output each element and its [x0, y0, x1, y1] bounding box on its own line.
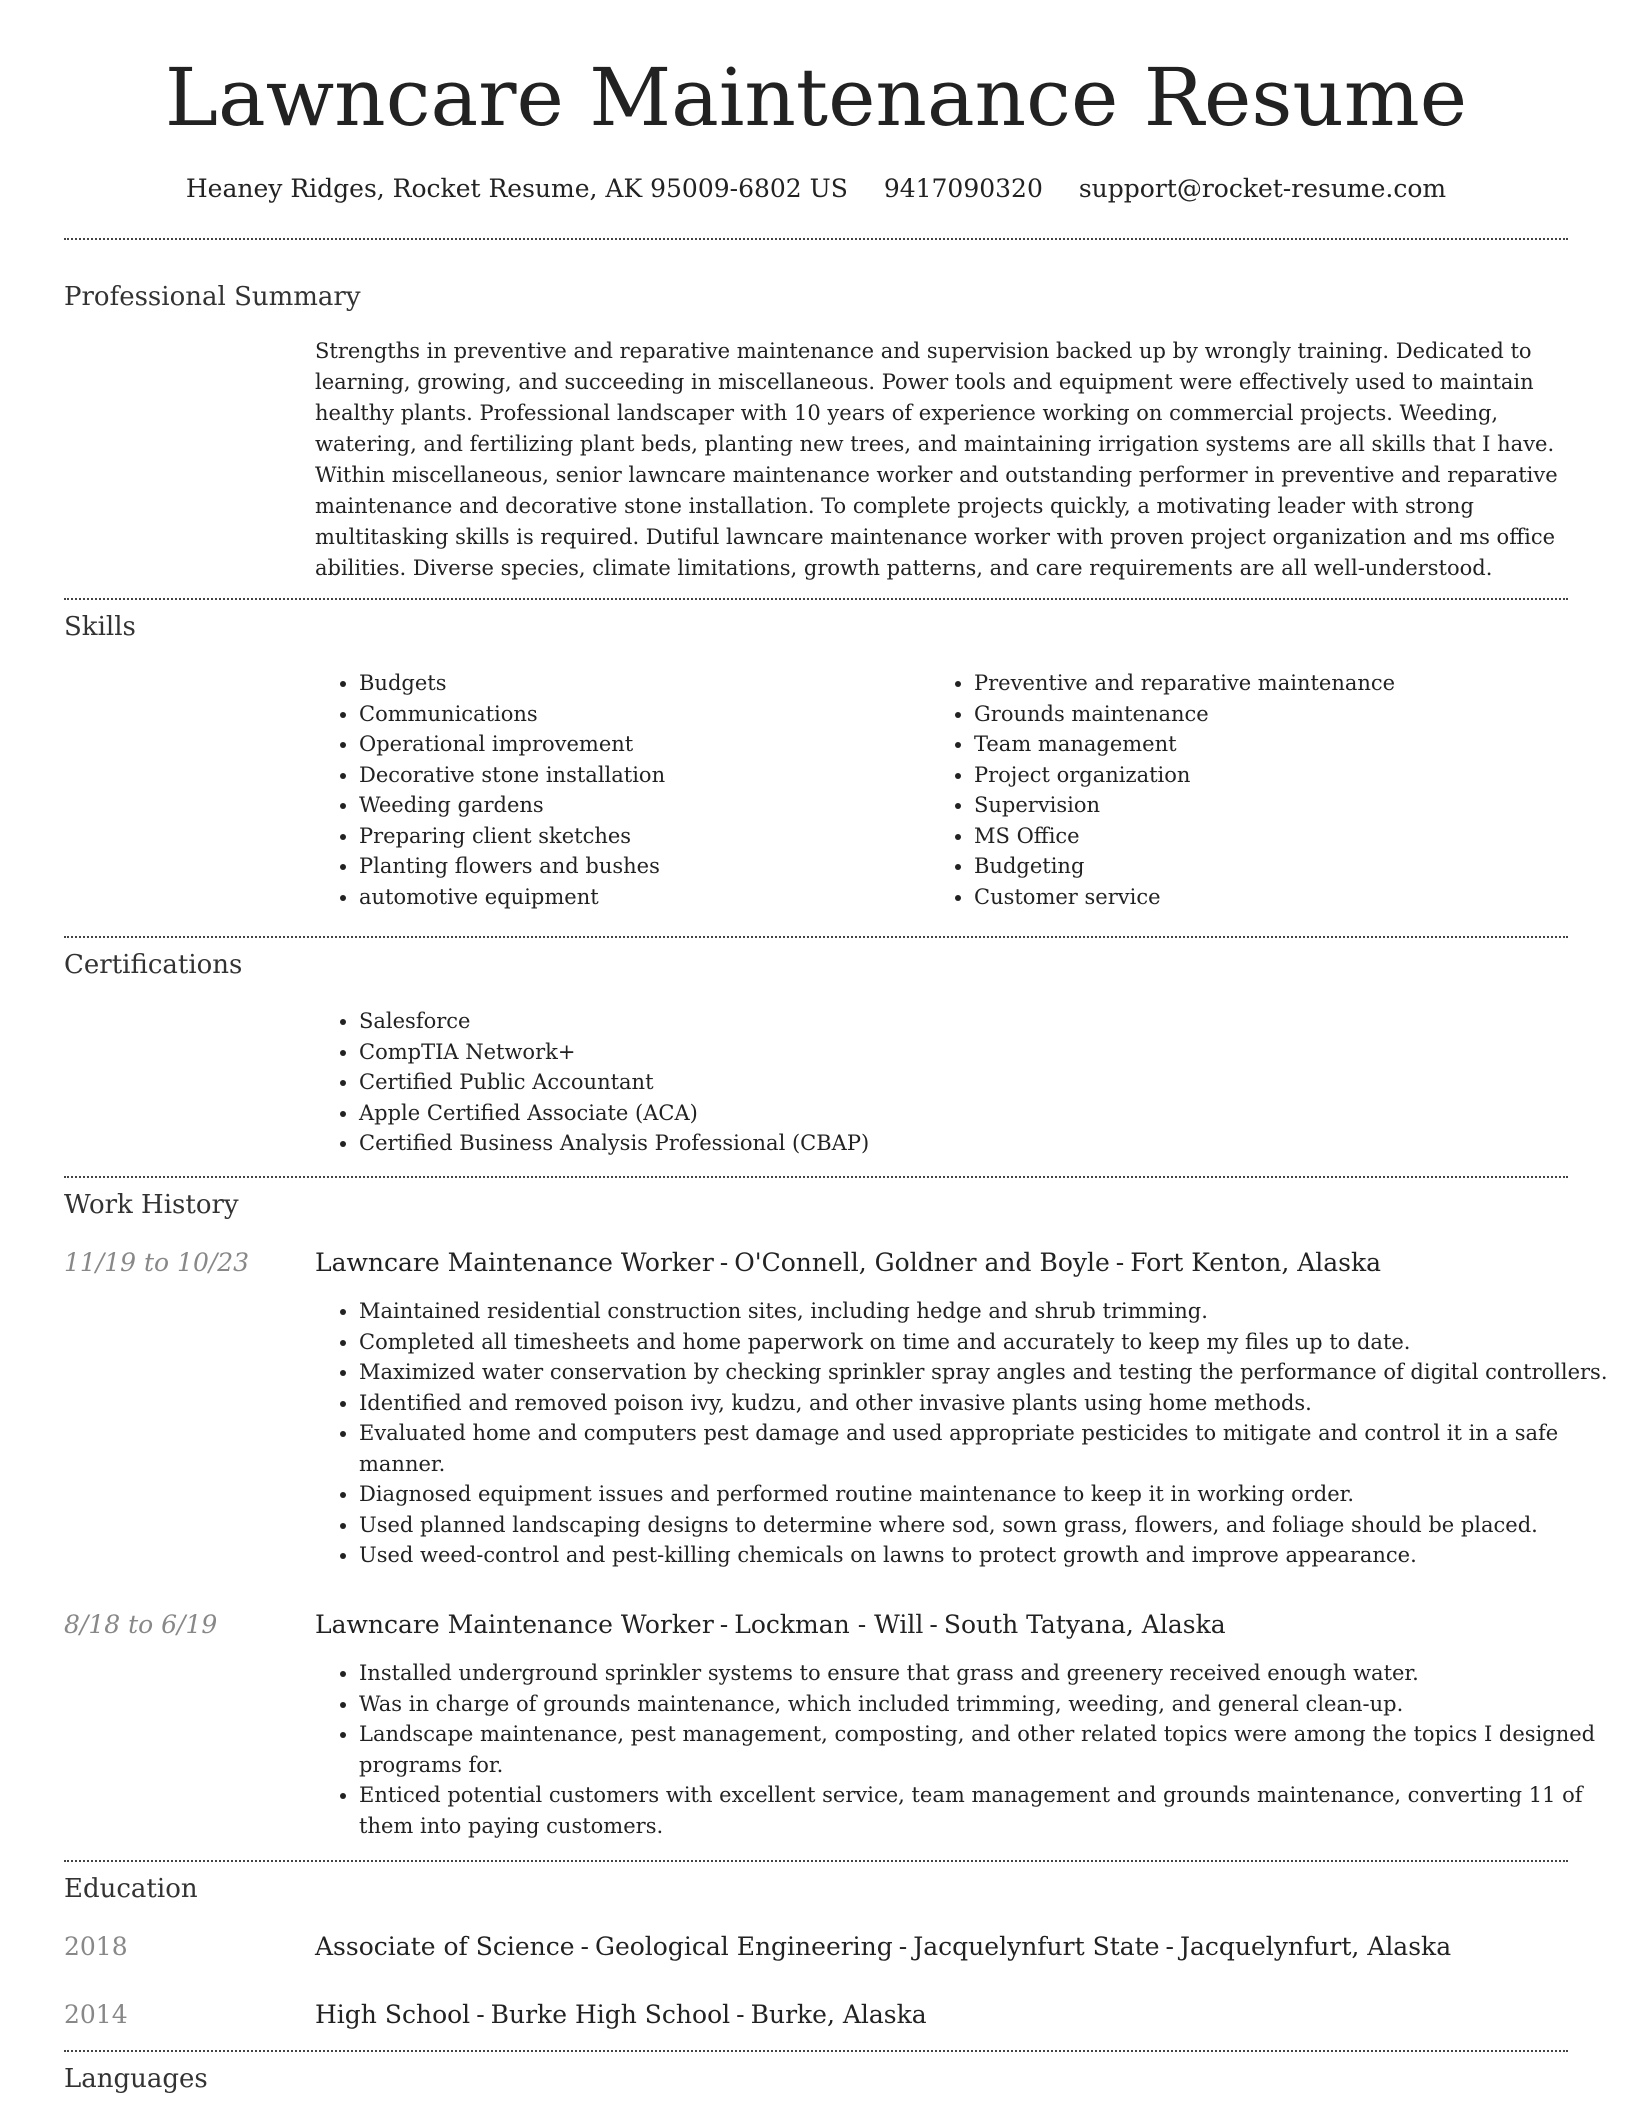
- education-year: 2014: [64, 2000, 128, 2029]
- job-bullet: • Maximized water conservation by checking sprinkler spray angles and testing the performance of digital controllers.: [359, 1357, 1612, 1388]
- job-company: Lockman - Will: [734, 1610, 924, 1639]
- job-dates: 11/19 to 10/23: [64, 1248, 250, 1277]
- job-role: Lawncare Maintenance Worker: [315, 1248, 714, 1277]
- education-heading: Education: [64, 1874, 198, 1904]
- divider: [64, 2050, 1568, 2052]
- job-bullet: • Maintained residential construction sites, including hedge and shrub trimming.: [359, 1296, 1612, 1327]
- contact-email[interactable]: support@rocket-resume.com: [1078, 174, 1447, 203]
- education-location: Burke, Alaska: [750, 2000, 927, 2029]
- skill-item: • Customer service: [974, 882, 1594, 913]
- job-bullet: • Used planned landscaping designs to determine where sod, sown grass, flowers, and foliage should be placed.: [359, 1510, 1612, 1541]
- job-title: [315, 1246, 1381, 1280]
- education-school: Jacquelynfurt State: [913, 1932, 1160, 1961]
- job-bullet: • Was in charge of grounds maintenance, which included trimming, weeding, and general clean-up.: [359, 1689, 1612, 1720]
- skill-item: • Project organization: [974, 760, 1594, 791]
- skill-item: • Operational improvement: [359, 729, 919, 760]
- skill-item: • Supervision: [974, 790, 1594, 821]
- skill-item: • Decorative stone installation: [359, 760, 919, 791]
- job-bullet: • Identified and removed poison ivy, kudzu, and other invasive plants using home methods.: [359, 1388, 1612, 1419]
- certification-item: • Certified Public Accountant: [359, 1067, 1559, 1098]
- separator: -: [736, 2000, 745, 2029]
- summary-heading: Professional Summary: [64, 282, 361, 312]
- education-entry: [315, 1930, 1451, 1964]
- contact-line: [0, 172, 1632, 206]
- separator: -: [929, 1610, 938, 1639]
- education-degree: Associate of Science: [315, 1932, 575, 1961]
- divider: [64, 1860, 1568, 1862]
- separator: -: [898, 1932, 908, 1961]
- summary-text: Strengths in preventive and reparative maintenance and supervision backed up by wrongly training. Dedicated to learning, growing, and succeeding in miscellaneous. Power tools and equipment were effectively used to maintain healthy plants. Professional landscaper with 10 years of experience working on commercial projects. Weeding, watering, and fertilizing plant beds, planting new trees, and maintaining irrigation systems are all skills that I have. Within miscellaneous, senior lawncare maintenance worker and outstanding performer in preventive and reparative maintenance and decorative stone installation. To complete projects quickly, a motivating leader with strong multitasking skills is required. Dutiful lawncare maintenance worker with proven project organization and ms office abilities. Diverse species, climate limitations, growth patterns, and care requirements are all well-understood.: [315, 339, 1558, 580]
- skill-item: • Grounds maintenance: [974, 699, 1594, 730]
- skill-item: • Budgeting: [974, 851, 1594, 882]
- certification-item: • CompTIA Network+: [359, 1037, 1559, 1068]
- certifications-heading: Certifications: [64, 950, 243, 980]
- education-school: Burke High School: [490, 2000, 731, 2029]
- work-heading: Work History: [64, 1190, 239, 1220]
- job-bullet: • Evaluated home and computers pest damage and used appropriate pesticides to mitigate and control it in a safe manner.: [359, 1418, 1612, 1479]
- skill-item: • automotive equipment: [359, 882, 919, 913]
- job-bullets: [315, 1658, 1612, 1841]
- skills-list-left: [315, 668, 919, 912]
- education-location: Jacquelynfurt, Alaska: [1179, 1932, 1452, 1961]
- job-bullet: • Enticed potential customers with excellent service, team management and grounds maintenance, converting 11 of them into paying customers.: [359, 1780, 1612, 1841]
- skill-item: • Budgets: [359, 668, 919, 699]
- separator: -: [1165, 1932, 1174, 1961]
- separator: -: [476, 2000, 485, 2029]
- job-title: [315, 1608, 1226, 1642]
- skill-item: • Communications: [359, 699, 919, 730]
- job-bullet: • Used weed-control and pest-killing chemicals on lawns to protect growth and improve appearance.: [359, 1540, 1612, 1571]
- separator: -: [719, 1248, 729, 1277]
- job-role: Lawncare Maintenance Worker: [315, 1610, 714, 1639]
- divider: [64, 1176, 1568, 1178]
- certifications-list: [315, 1006, 1559, 1159]
- certification-item: • Apple Certified Associate (ACA): [359, 1098, 1559, 1129]
- education-degree: High School: [315, 2000, 471, 2029]
- job-bullet: • Installed underground sprinkler systems to ensure that grass and greenery received enough water.: [359, 1658, 1612, 1689]
- education-year: 2018: [64, 1932, 128, 1961]
- skill-item: • Planting flowers and bushes: [359, 851, 919, 882]
- job-location: South Tatyana, Alaska: [943, 1610, 1226, 1639]
- separator: -: [719, 1610, 729, 1639]
- job-bullet: • Completed all timesheets and home paperwork on time and accurately to keep my files up to date.: [359, 1327, 1612, 1358]
- contact-address: Heaney Ridges, Rocket Resume, AK 95009-6802 US: [185, 174, 848, 203]
- separator: -: [1115, 1248, 1125, 1277]
- separator: -: [580, 1932, 589, 1961]
- skill-item: • Preventive and reparative maintenance: [974, 668, 1594, 699]
- job-bullets: [315, 1296, 1612, 1571]
- job-company: O'Connell, Goldner and Boyle: [734, 1248, 1110, 1277]
- skill-item: • MS Office: [974, 821, 1594, 852]
- resume-title: Lawncare Maintenance Resume: [164, 51, 1468, 144]
- contact-phone: 9417090320: [883, 174, 1043, 203]
- job-bullet: • Landscape maintenance, pest management, composting, and other related topics were among the topics I designed programs for.: [359, 1719, 1612, 1780]
- certification-item: • Certified Business Analysis Professional (CBAP): [359, 1128, 1559, 1159]
- education-entry: [315, 1998, 927, 2032]
- languages-heading: Languages: [64, 2064, 208, 2094]
- job-bullet: • Diagnosed equipment issues and performed routine maintenance to keep it in working order.: [359, 1479, 1612, 1510]
- job-dates: 8/18 to 6/19: [64, 1610, 218, 1639]
- divider: [64, 936, 1568, 938]
- skill-item: • Weeding gardens: [359, 790, 919, 821]
- skill-item: • Preparing client sketches: [359, 821, 919, 852]
- skills-list-right: [930, 668, 1594, 912]
- certification-item: • Salesforce: [359, 1006, 1559, 1037]
- skills-heading: Skills: [64, 612, 136, 642]
- divider: [64, 238, 1568, 240]
- skill-item: • Team management: [974, 729, 1594, 760]
- job-location: Fort Kenton, Alaska: [1130, 1248, 1382, 1277]
- education-field: Geological Engineering: [594, 1932, 893, 1961]
- divider: [64, 598, 1568, 600]
